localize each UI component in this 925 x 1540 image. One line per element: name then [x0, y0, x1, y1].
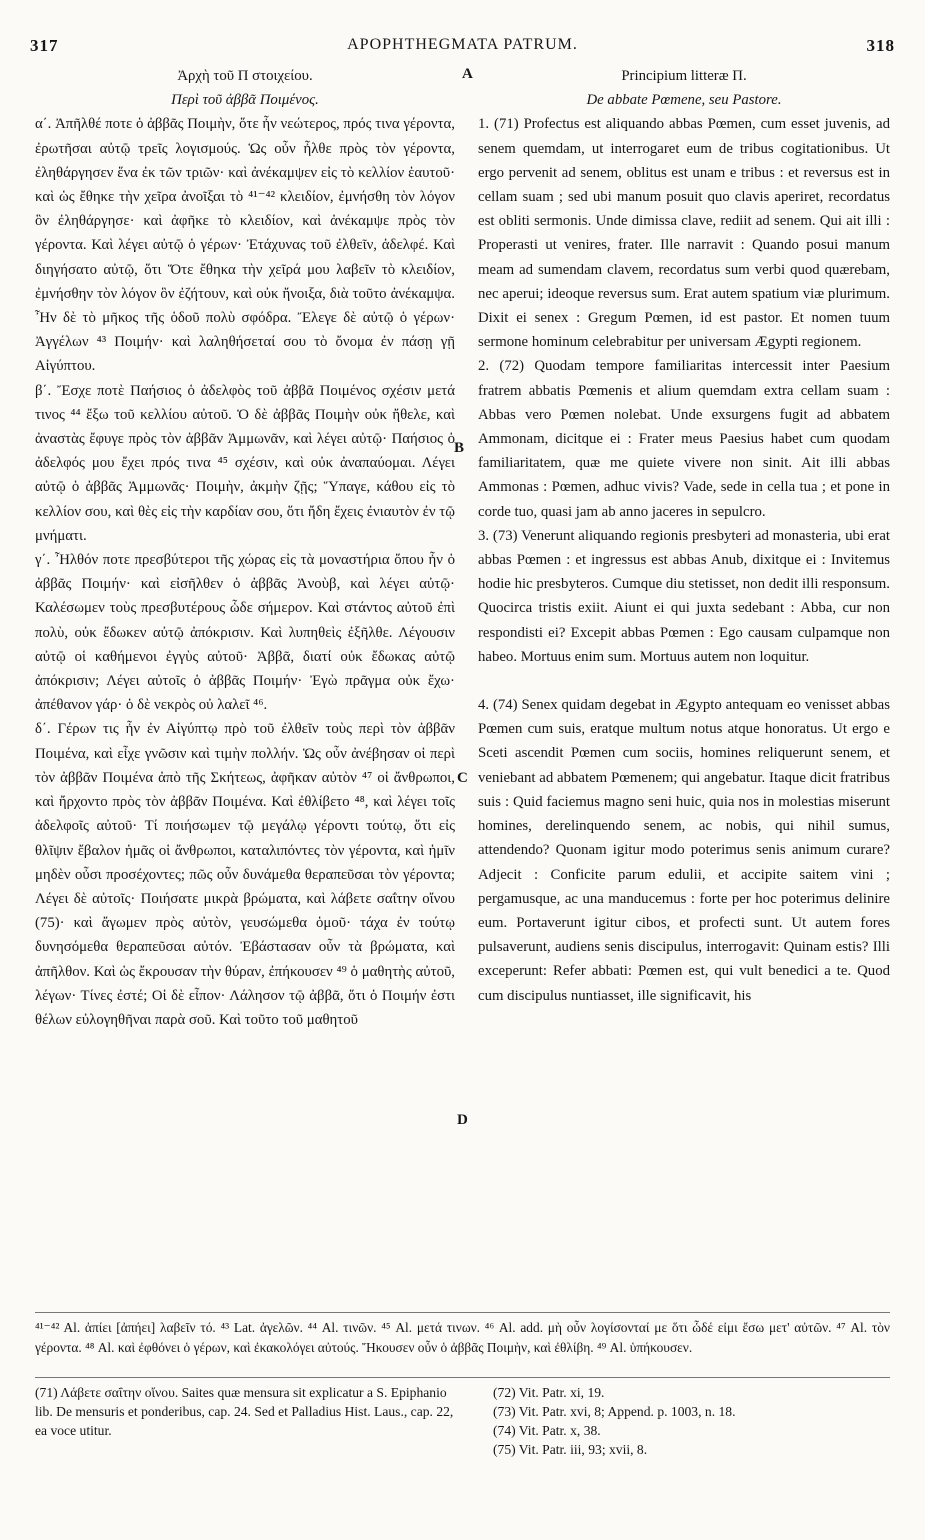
latin-section-subtitle: De abbate Pœmene, seu Pastore. [586, 92, 782, 109]
latin-paragraph: 3. (73) Venerunt aliquando regionis presbyteri ad monasteria, ubi erat abbas Pœmen : et ingressus est abbas Anub, dixitque ei : Invitemus hodie hic presbyteros. Cumque diu stetisset, non dedit illi responsum. Quocirca tristis exiit. Aiunt ei qui juxta sedebant : Abba, cur non respondisti ei? Excepit abbas Pœmen : Ego causam culpamque non habeo. Mortuus enim sum. Mortuus autem non loquitur. [478, 527, 890, 665]
reference-line: (74) Vit. Patr. x, 38. [493, 1423, 601, 1438]
margin-letter-a: A [462, 66, 473, 82]
greek-paragraph: δ΄. Γέρων τις ἦν ἐν Αἰγύπτῳ πρὸ τοῦ ἐλθεῖν τοὺς περὶ τὸν ἀββᾶν Ποιμένα, καὶ εἶχε γνῶσιν καὶ τιμὴν πολλήν. Ὡς οὖν ἀνέβησαν οἱ περὶ τὸν ἀββᾶν Ποιμένα ἀπὸ τῆς Σκήτεως, ἀφῆκαν αὐτὸν ⁴⁷ οἱ ἄνθρωποι, καὶ ἤρχοντο πρὸς τὸν ἀββᾶν Ποιμένα. Καὶ ἐθλίβετο ⁴⁸, καὶ λέγει τοῖς ἀδελφοῖς αὐτοῦ· Τί ποιήσωμεν τῷ μεγάλῳ γέροντι τούτῳ, ὅτι εἰς θλῖψιν ἔβαλον ἡμᾶς οἱ ἄνθρωποι, καταλιπόντες τὸν γέροντα, καὶ ἡμῖν μηδὲν οὖσι προσέχοντες; πῶς οὖν δυνάμεθα θεραπεῦσαι τὸν γέροντα; Λέγει δὲ αὐτοῖς· Ποιήσατε μικρὰ βρώματα, καὶ λάβετε σαΐτην οἴνου (75)· καὶ ἄγωμεν πρὸς αὐτὸν, γευσώμεθα ὁμοῦ· τάχα ἐν τούτῳ δυνησόμεθα θεραπεῦσαι αὐτόν. Ἐβάστασαν οὖν τὰ βρώματα, καὶ ἀπῆλθον. Καὶ ὡς ἔκρουσαν τὴν θύραν, ἐπήκουσεν ⁴⁹ ὁ μαθητὴς αὐτοῦ, λέγων· Τίνες ἐστέ; Οἱ δὲ εἶπον· Λάλησον τῷ ἀββᾶ, ὅτι ὁ Ποιμήν ἐστι θέλων εὐλογηθῆναι παρὰ σοῦ. Καὶ τοῦτο τοῦ μαθητοῦ [35, 721, 455, 1028]
greek-paragraph: β΄. Ἔσχε ποτὲ Παήσιος ὁ ἀδελφὸς τοῦ ἀββᾶ Ποιμένος σχέσιν μετά τινος ⁴⁴ ἔξω τοῦ κελλίου αὐτοῦ. Ὁ δὲ ἀββᾶς Ποιμὴν οὐκ ἤθελε, καὶ ἀναστὰς ἔφυγε πρὸς τὸν ἀββᾶν Ἀμμωνᾶν, καὶ λέγει αὐτῷ· Παήσιος ὁ ἀδελφός μου ἔχει πρός τινα ⁴⁵ σχέσιν, καὶ οὐκ ἀναπαύομαι. Λέγει αὐτῷ ὁ ἀββᾶς Ἀμμωνᾶς· Ποιμὴν, ἀκμὴν ζῇς; Ὕπαγε, κάθου εἰς τὸ κελλίον σου, καὶ θὲς εἰς τὴν καρδίαν σου, ὅτι ἤδη ἔχεις ἐνιαυτὸν ἐν τῷ μνήματι. [35, 382, 455, 544]
latin-column [478, 64, 890, 1008]
footnote-rule [35, 1312, 890, 1313]
page-header [30, 30, 895, 58]
latin-paragraph: 2. (72) Quodam tempore familiaritas intercessit inter Paesium fratrem abbatis Pœmenis et alium quemdam extra cellam suam : Abbas vero Pœmen nolebat. Unde exsurgens fugit ad abbatem Ammonam, dicitque ei : Frater meus Paesius habet cum quodam familiaritatem, quæ me quiete vivere non sinit. Ait illi abbas Ammonas : Pœmen, adhuc vivis? Vade, sede in cella tua ; et pone in corde tuo, quasi jam ab anno jaceres in sepulcro. [478, 358, 890, 520]
running-title: APOPHTHEGMATA PATRUM. [347, 36, 578, 53]
paragraph-gap [478, 669, 890, 693]
margin-letter-c: C [457, 770, 468, 786]
greek-paragraph: γ΄. Ἦλθόν ποτε πρεσβύτεροι τῆς χώρας εἰς τὰ μοναστήρια ὅπου ἦν ὁ ἀββᾶς Ποιμήν· καὶ εἰσῆλθεν ὁ ἀββᾶς Ἀνοὺβ, καὶ λέγει αὐτῷ· Καλέσωμεν τοὺς πρεσβυτέρους ὧδε σήμερον. Καὶ στάντος αὐτοῦ ἐπὶ πολὺ, οὐκ ἔδωκεν αὐτῷ ἀπόκρισιν. Καὶ λυπηθεὶς ἐξῆλθε. Λέγουσιν αὐτῷ οἱ καθήμενοι ἐγγὺς αὐτοῦ· Ἀββᾶ, διατί οὐκ ἔδωκας αὐτῷ ἀπόκρισιν; Λέγει αὐτοῖς ὁ ἀββᾶς Ποιμήν· Ἐγὼ πρᾶγμα οὐκ ἔχω· ἀπέθανον γάρ· ὁ δὲ νεκρὸς οὐ λαλεῖ ⁴⁶. [35, 552, 455, 714]
greek-section-title: Ἀρχὴ τοῦ Π στοιχείου. [177, 68, 313, 84]
greek-paragraph: α΄. Ἀπῆλθέ ποτε ὁ ἀββᾶς Ποιμὴν, ὅτε ἦν νεώτερος, πρός τινα γέροντα, ἐρωτῆσαι αὐτῷ τρεῖς λογισμούς. Ὡς οὖν ἦλθε πρὸς τὸν γέροντα, ἐληθάργησεν ἕνα ἐκ τῶν τριῶν· καὶ ἀνέκαμψεν εἰς τὸ κελλίον ἑαυτοῦ· καὶ ὡς ἔθηκε τὴν χεῖρα ἀνοῖξαι τὸ ⁴¹⁻⁴² κλειδίον, ἐμνήσθη τὸν λόγον ὃν ἐληθάργησε· καὶ ἀφῆκε τὸ κλειδίον, καὶ ἀνέκαμψε πρὸς τὸν γέροντα. Καὶ λέγει αὐτῷ ὁ γέρων· Ἐτάχυνας τοῦ ἐλθεῖν, ἀδελφέ. Καὶ διηγήσατο αὐτῷ, ὅτι Ὅτε ἔθηκα τὴν χεῖρά μου λαβεῖν τὸ κλειδίον, ἐμνήσθην τὸν λόγον ὃν ἐζήτουν, καὶ οὐκ ἤνοιξα, διὰ τοῦτο ἀνέκαμψα. Ἦν δὲ τὸ μῆκος τῆς ὁδοῦ πολὺ σφόδρα. Ἔλεγε δὲ αὐτῷ ὁ γέρων· Ἀγγέλων ⁴³ Ποιμήν· καὶ λαληθήσεταί σου τὸ ὄνομα ἐν πάσῃ γῇ Αἰγύπτου. [35, 116, 455, 375]
annotation-left: (71) Λάβετε σαΐτην οἴνου. Saites quæ mensura sit explicatur a S. Epiphanio lib. De mensuris et ponderibus, cap. 24. Sed et Palladius Hist. Laus., cap. 22, ea voce utitur. [35, 1385, 454, 1438]
reference-line: (73) Vit. Patr. xvi, 8; Append. p. 1003, n. 18. [493, 1404, 736, 1419]
reference-line: (72) Vit. Patr. xi, 19. [493, 1385, 605, 1400]
footnotes: ⁴¹⁻⁴² Al. ἀπίει [ἀπήει] λαβεῖν τό. ⁴³ Lat. ἀγελῶν. ⁴⁴ Al. τινῶν. ⁴⁵ Al. μετά τινων. ⁴⁶ Al. add. μὴ οὖν λογίσονταί με ὅτι ὧδέ εἰμι ἔσω μετ' αὐτῶν. ⁴⁷ Al. τὸν γέροντα. ⁴⁸ Al. καὶ ἐφθόνει ὁ γέρων, καὶ ἐκακολόγει αὐτούς. Ἤκουσεν οὖν ὁ ἀββᾶς Ποιμὴν, καὶ ἐθλίβη. ⁴⁹ Al. ὑπήκουσεν. [35, 1320, 890, 1355]
reference-line: (75) Vit. Patr. iii, 93; xvii, 8. [493, 1442, 648, 1457]
margin-letter-b: B [454, 440, 465, 456]
greek-section-subtitle: Περὶ τοῦ ἀββᾶ Ποιμένος. [171, 92, 319, 109]
latin-paragraph: 4. (74) Senex quidam degebat in Ægypto antequam eo venisset abbas Pœmen cum suis, eratque multum notus atque honoratus. Ut ergo e Sceti ascendit Pœmen cum sociis, homines reliquerunt senem, et veniebant ad abbatem Pœmenem; qui angebatur. Itaque dicit fratribus suis : Quid faciemus magno seni huic, quia nos in molestias miserunt homines, derelinquendo senem, ac nobis, qui nihil sumus, attendendo? Quonam igitur modo poterimus senis animum curare? Adjecit : Conficite parum edulii, et accipite saitem vini ; pergamusque, ac una manducemus : forte per hoc poterimus delinire eum. Portaverunt igitur cibos, et profecti sunt. Ut autem fores pulsaverunt, audiens senis discipulus, interrogavit: Quinam estis? Illi exceperunt: Refer abbati: Pœmen est, qui vult benedici a te. Quod cum discipulus nuntiasset, ille significavit, his [478, 697, 890, 1004]
latin-paragraph: 1. (71) Profectus est aliquando abbas Pœmen, cum esset juvenis, ad senem quemdam, ut interrogaret eum de tribus cogitationibus. Ut ergo pervenit ad senem, oblitus est unam e tribus : et reversus est in cellam suam ; sed ubi manum posuit quo clavis aperiret, recordatus est obliti sermonis. Unde dimissa clave, rediit ad senem. Qui ait illi : Properasti ut venires, frater. Ille narravit : Quando posui manum meam ad sumendam clavem, recordatus sum verbi quod quærebam, nec aperui; ideoque reversus sum. Erat autem spatium viæ plurimum. Dixit ei senex : Gregum Pœmen, id est pastor. Et nomen tuum sermone hominum celebrabitur per universam Ægypti regionem. [478, 116, 890, 351]
page-number-right: 318 [866, 36, 895, 55]
margin-letter-d: D [457, 1112, 468, 1128]
page-number-left: 317 [30, 36, 59, 55]
greek-column [35, 64, 455, 1032]
annotation-rule [35, 1377, 890, 1378]
annotation-right [493, 1383, 873, 1459]
latin-section-title: Principium litteræ Π. [621, 68, 747, 84]
